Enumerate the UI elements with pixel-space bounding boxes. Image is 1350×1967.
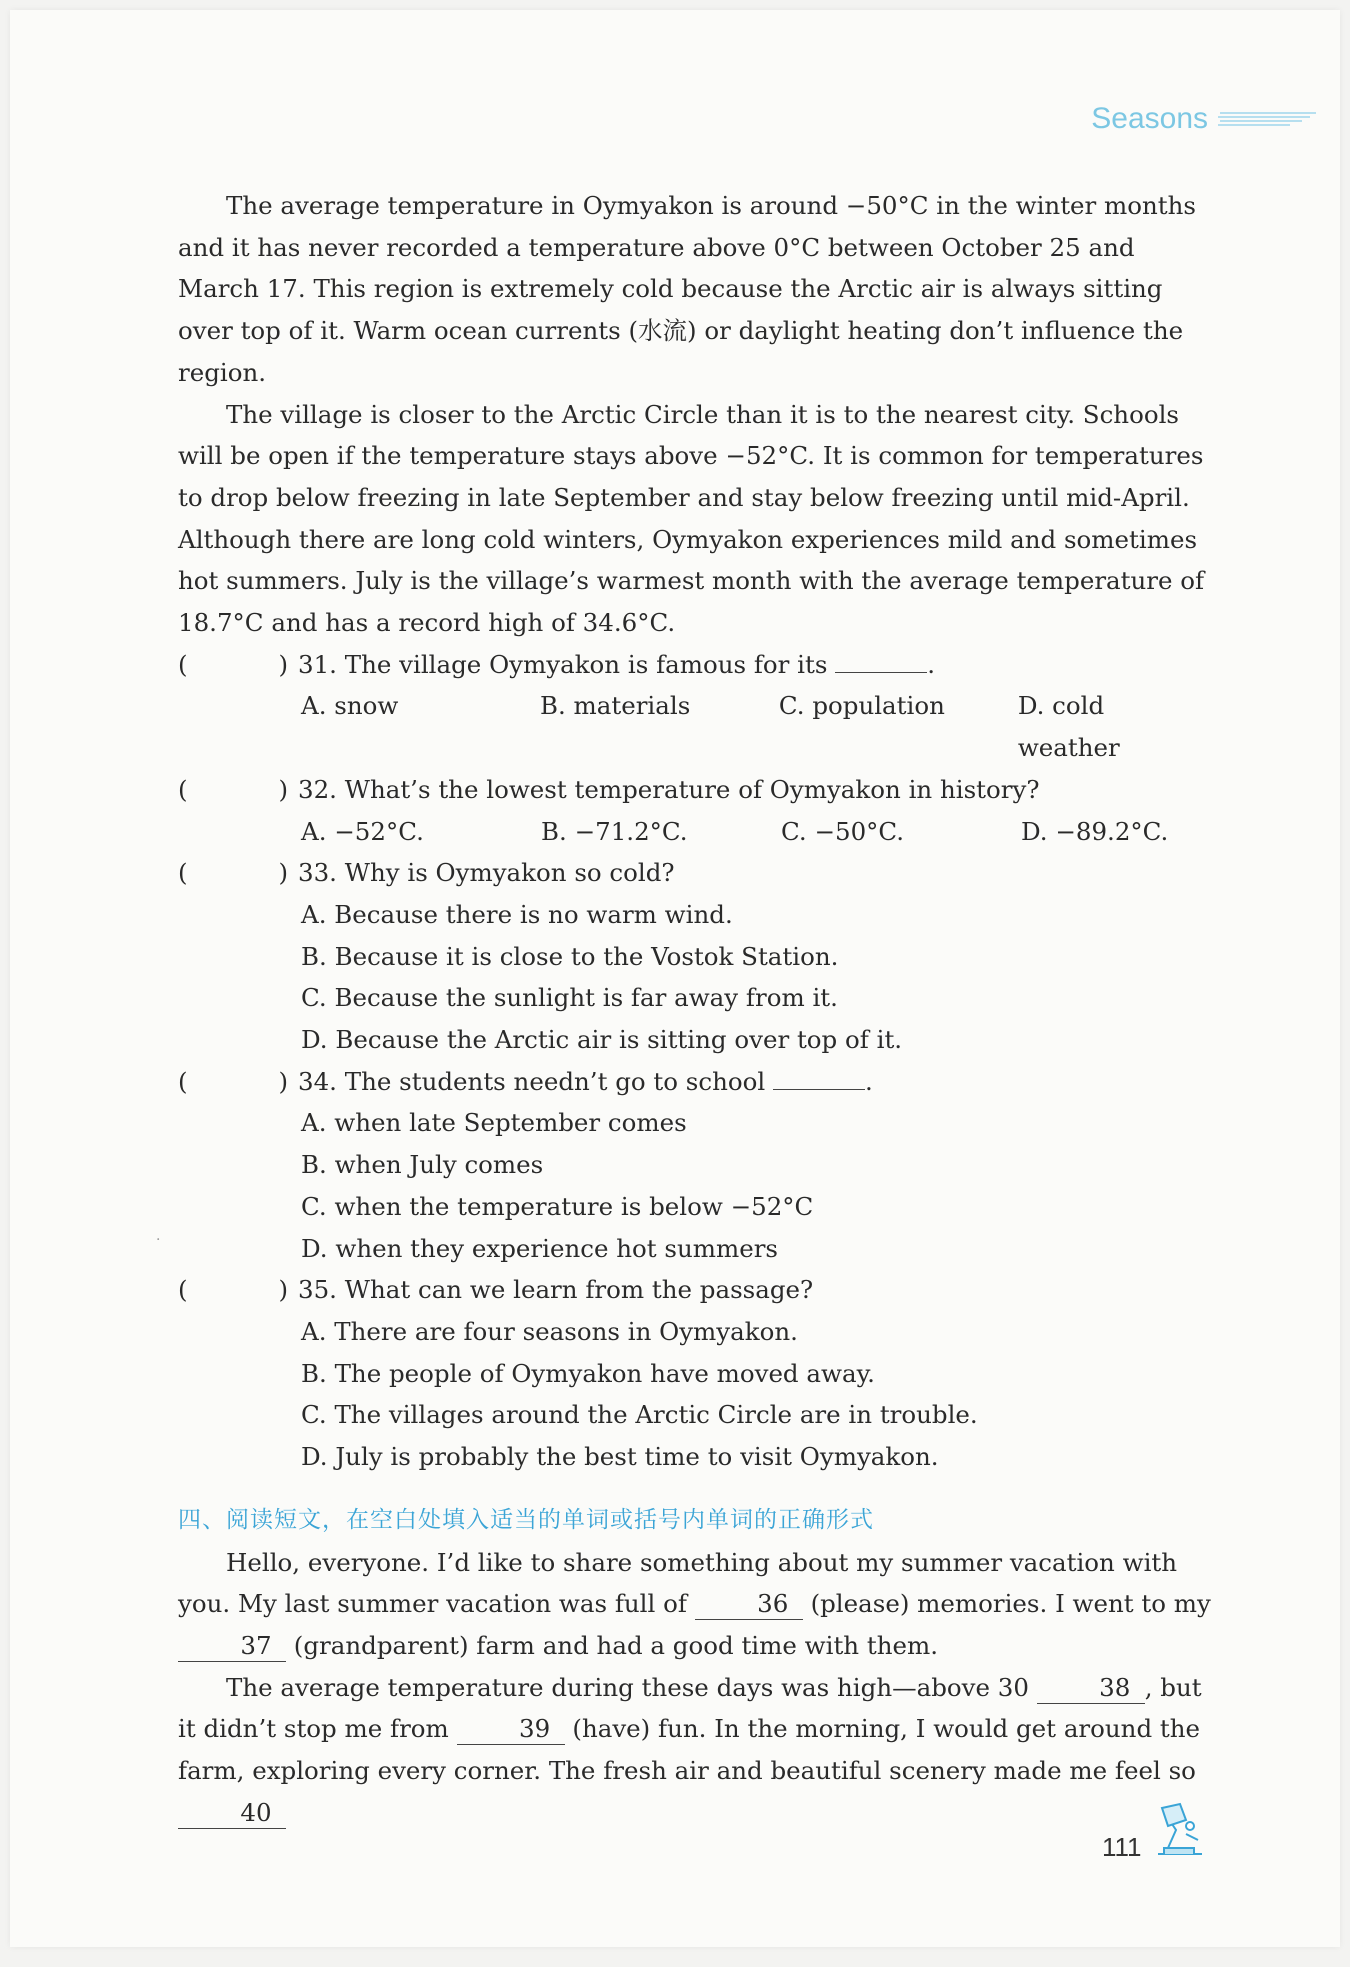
question-text: The village Oymyakon is famous for its [344, 649, 828, 679]
answer-bracket[interactable]: ( ) [178, 858, 288, 888]
header-title: Seasons [1091, 102, 1208, 135]
cloze-paragraph-2: The average temperature during these days was high—above 30 38 , but it didn’t stop me from 39 (have) fun. In the morning, I would get around the farm, exploring every corner. The fresh air and beautiful scenery made me feel so 40 [178, 1672, 1202, 1827]
question-33 [178, 852, 1213, 894]
question-number: 34. [298, 1066, 337, 1096]
page-content [178, 185, 1213, 1833]
question-text: The students needn’t go to school [344, 1066, 766, 1096]
cloze-blank-40[interactable]: 40 [178, 1798, 286, 1829]
option-a[interactable]: A. when late September comes [301, 1108, 687, 1138]
option-a[interactable]: A. −52°C. [301, 816, 424, 846]
section-4-title: 四、阅读短文，在空白处填入适当的单词或括号内单词的正确形式 [178, 1506, 874, 1533]
cloze-paragraph-1: Hello, everyone. I’d like to share something about my summer vacation with you. My last summer vacation was full of 36 (please) memories. I went to my 37 (grandparent) farm and had a good time with them. [178, 1547, 1211, 1660]
question-text: Why is Oymyakon so cold? [344, 858, 675, 888]
options-32 [178, 811, 1213, 853]
header-lines-decoration [1218, 109, 1318, 129]
answer-blank[interactable] [773, 1089, 865, 1090]
answer-bracket[interactable]: ( ) [178, 1066, 288, 1096]
answer-bracket[interactable]: ( ) [178, 774, 288, 804]
option-d[interactable]: D. when they experience hot summers [301, 1233, 779, 1263]
option-c[interactable]: C. Because the sunlight is far away from it. [301, 983, 838, 1013]
option-c[interactable]: C. when the temperature is below −52°C [301, 1191, 814, 1221]
option-d[interactable]: D. cold weather [1017, 691, 1120, 763]
option-c[interactable]: C. −50°C. [781, 816, 905, 846]
stray-mark: · [156, 1232, 161, 1248]
answer-bracket[interactable]: ( ) [178, 1275, 288, 1305]
option-b[interactable]: B. −71.2°C. [541, 816, 688, 846]
cloze-blank-37[interactable]: 37 [178, 1631, 286, 1662]
cloze-blank-36[interactable]: 36 [695, 1589, 803, 1620]
question-34: ( ) 34. The students needn’t go to school . [178, 1061, 1213, 1103]
page-number: 111 [1102, 1832, 1142, 1862]
passage-paragraph-1: The average temperature in Oymyakon is around −50°C in the winter months and it has never recorded a temperature above 0°C between October 25 and March 17. This region is extremely cold because the Arctic air is always sitting over top of it. Warm ocean currents (水流) or daylight heating don’t influence the region. [178, 191, 1196, 387]
question-32 [178, 769, 1213, 811]
question-35 [178, 1269, 1213, 1311]
option-a[interactable]: A. snow [301, 691, 399, 721]
question-text: What’s the lowest temperature of Oymyakon in history? [344, 774, 1040, 804]
options-31 [178, 685, 1213, 768]
cloze-blank-39[interactable]: 39 [457, 1714, 565, 1745]
answer-blank[interactable] [835, 672, 927, 673]
answer-bracket[interactable]: ( ) [178, 649, 288, 679]
question-31: ( ) 31. The village Oymyakon is famous for its . [178, 644, 1213, 686]
cloze-blank-38[interactable]: 38 [1037, 1673, 1145, 1704]
option-d[interactable]: D. Because the Arctic air is sitting over top of it. [301, 1025, 903, 1055]
question-text: What can we learn from the passage? [344, 1275, 814, 1305]
passage-paragraph-2: The village is closer to the Arctic Circle than it is to the nearest city. Schools will be open if the temperature stays above −52°C. It is common for temperatures to drop below freezing in late September and stay below freezing until mid-April. Although there are long cold winters, Oymyakon experiences mild and sometimes hot summers. July is the village’s warmest month with the average temperature of 18.7°C and has a record high of 34.6°C. [178, 399, 1205, 638]
option-d[interactable]: D. −89.2°C. [1021, 816, 1169, 846]
option-c[interactable]: C. The villages around the Arctic Circle are in trouble. [301, 1400, 978, 1430]
option-b[interactable]: B. when July comes [301, 1150, 544, 1180]
option-c[interactable]: C. population [778, 691, 945, 721]
workbook-page [10, 10, 1340, 1947]
option-d[interactable]: D. July is probably the best time to visit Oymyakon. [301, 1442, 939, 1472]
question-number: 31. [298, 649, 337, 679]
question-number: 33. [298, 858, 337, 888]
question-number: 35. [298, 1275, 337, 1305]
page-header [1091, 102, 1318, 136]
option-b[interactable]: B. materials [539, 691, 691, 721]
option-b[interactable]: B. The people of Oymyakon have moved away. [301, 1358, 875, 1388]
option-b[interactable]: B. Because it is close to the Vostok Station. [301, 941, 839, 971]
option-a[interactable]: A. There are four seasons in Oymyakon. [301, 1316, 798, 1346]
desk-lamp-icon [1150, 1800, 1210, 1860]
question-number: 32. [298, 774, 337, 804]
option-a[interactable]: A. Because there is no warm wind. [301, 899, 733, 929]
